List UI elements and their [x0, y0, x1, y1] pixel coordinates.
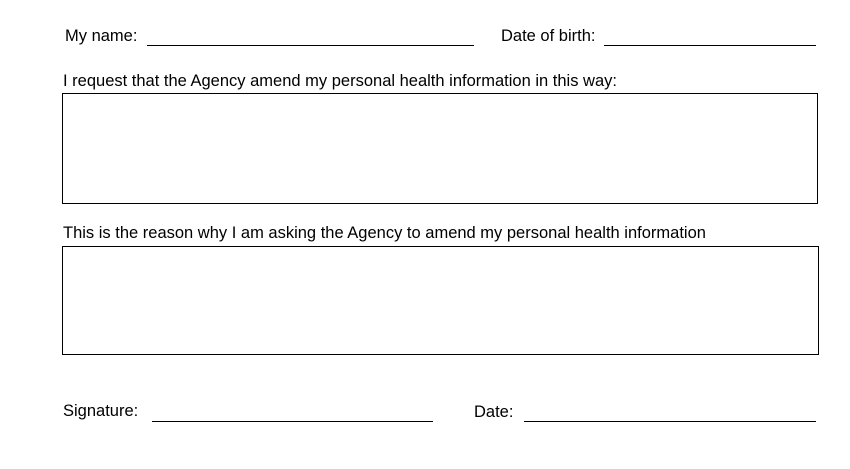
date-field[interactable]: [524, 421, 816, 422]
date-of-birth-label: Date of birth:: [501, 27, 596, 45]
date-of-birth-field[interactable]: [604, 45, 816, 46]
amendment-reason-label: This is the reason why I am asking the Agency to amend my personal health information: [63, 224, 706, 242]
amendment-request-box[interactable]: [62, 93, 818, 204]
amendment-reason-box[interactable]: [62, 246, 819, 355]
name-field[interactable]: [147, 45, 474, 46]
signature-label: Signature:: [63, 402, 139, 420]
date-label: Date:: [474, 403, 514, 421]
signature-field[interactable]: [152, 421, 433, 422]
name-label: My name:: [65, 27, 138, 45]
amendment-request-label: I request that the Agency amend my personal health information in this way:: [63, 72, 617, 90]
